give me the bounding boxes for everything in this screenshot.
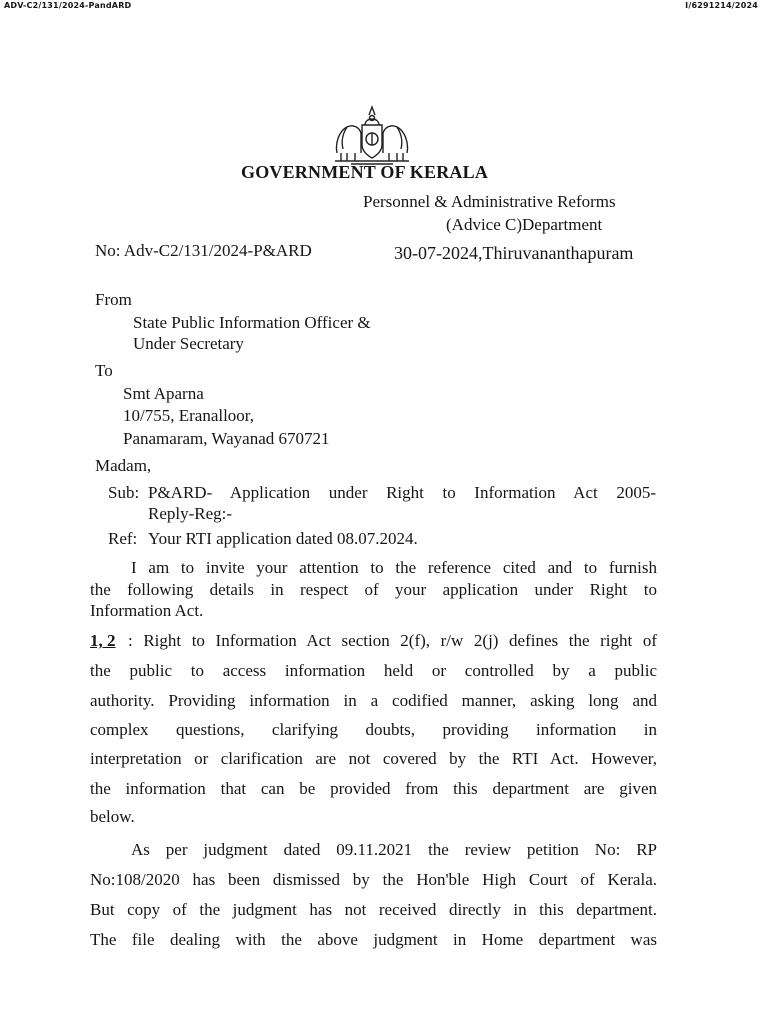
answer-line-1: : Right to Information Act section 2(f), r/w 2(j) defines the right of <box>128 631 657 650</box>
answer-line-7: below. <box>90 807 135 826</box>
judgment-line-4: The file dealing with the above judgment in Home department was <box>90 930 657 949</box>
answer-line-6: the information that can be provided from this department are given <box>90 779 657 798</box>
document-id: I/6291214/2024 <box>685 1 758 10</box>
intro-line-1: I am to invite your attention to the reference cited and to furnish <box>131 558 657 577</box>
file-reference: ADV-C2/131/2024-PandARD <box>4 1 132 10</box>
subject-line-1: P&ARD- Application under Right to Information Act 2005- <box>148 483 656 502</box>
letter-number: No: Adv-C2/131/2024-P&ARD <box>95 241 312 260</box>
kerala-emblem-icon <box>333 103 411 165</box>
answer-line-4: complex questions, clarifying doubts, providing information in <box>90 720 657 739</box>
letter-date-place: 30-07-2024,Thiruvananthapuram <box>394 243 634 263</box>
answer-line-5: interpretation or clarification are not covered by the RTI Act. However, <box>90 749 657 768</box>
department-line-1: Personnel & Administrative Reforms <box>363 192 616 211</box>
from-label: From <box>95 290 132 309</box>
judgment-line-3: But copy of the judgment has not received directly in this department. <box>90 900 657 919</box>
from-line-2: Under Secretary <box>133 334 244 353</box>
intro-line-2: the following details in respect of your application under Right to <box>90 580 657 599</box>
subject-line-2: Reply-Reg:- <box>148 504 233 523</box>
to-address-2: Panamaram, Wayanad 670721 <box>123 429 330 448</box>
department-line-2: (Advice C)Department <box>446 215 603 234</box>
subject-label: Sub: <box>108 483 140 502</box>
answer-line-2: the public to access information held or controlled by a public <box>90 661 657 680</box>
intro-line-3: Information Act. <box>90 601 204 620</box>
to-name: Smt Aparna <box>123 384 204 403</box>
salutation: Madam, <box>95 456 152 475</box>
to-address-1: 10/755, Eranalloor, <box>123 406 255 425</box>
reference-label: Ref: <box>108 529 138 548</box>
from-line-1: State Public Information Officer & <box>133 313 371 332</box>
answer-marker: 1, 2 <box>90 631 116 650</box>
judgment-line-2: No:108/2020 has been dismissed by the Hon'ble High Court of Kerala. <box>90 870 657 889</box>
reference-text: Your RTI application dated 08.07.2024. <box>148 529 418 548</box>
judgment-line-1: As per judgment dated 09.11.2021 the review petition No: RP <box>131 840 657 859</box>
answer-line-3: authority. Providing information in a codified manner, asking long and <box>90 691 657 710</box>
to-label: To <box>95 361 113 380</box>
government-title: GOVERNMENT OF KERALA <box>241 162 489 182</box>
